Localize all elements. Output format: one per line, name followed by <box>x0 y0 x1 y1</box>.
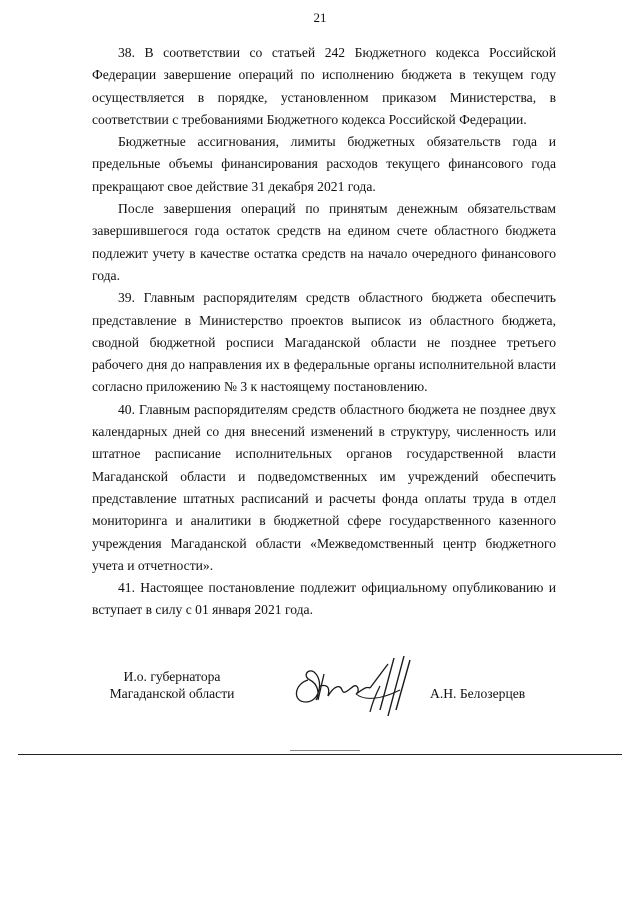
signature-block <box>92 668 556 738</box>
paragraph-38: 38. В соответствии со статьей 242 Бюджетного кодекса Российской Федерации завершение операций по исполнению бюджета в текущем году осуществляется в порядке, установленном приказом Министерства, в соответствии с требованиями Бюджетного кодекса Российской Федерации. <box>92 45 556 127</box>
paragraph-budget-allocations: Бюджетные ассигнования, лимиты бюджетных обязательств года и предельные объемы финансирования расходов текущего финансового года прекращают свое действие 31 декабря 2021 года. <box>92 134 556 194</box>
page-number: 21 <box>313 10 327 25</box>
paragraph-39: 39. Главным распорядителям средств областного бюджета обеспечить представление в Министерство проектов выписок из областного бюджета, сводной бюджетной росписи Магаданской области не позднее третьего рабочего дня до направления их в федеральные органы исполнительной власти согласно приложению № 3 к настоящему постановлению. <box>92 290 556 395</box>
signer-title <box>92 668 252 702</box>
document-body <box>92 42 556 622</box>
paragraph-40: 40. Главным распорядителям средств областного бюджета не позднее двух календарных дней со дня внесений изменений в структуру, численность или штатное расписание исполнительных органов государственной власти Магаданской области и подведомственных им учреждений обеспечить представление штатных расписаний и расчеты фонда оплаты труда в отдел мониторинга и аналитики в бюджетной сфере государственного казенного учреждения Магаданской области «Межведомственный центр бюджетного учета и отчетности». <box>92 401 556 573</box>
signer-name: А.Н. Белозерцев <box>430 686 526 701</box>
footer-divider-light <box>290 750 360 751</box>
signer-title-line1: И.о. губернатора <box>123 669 221 684</box>
handwritten-signature <box>284 650 424 722</box>
paragraph-41: 41. Настоящее постановление подлежит официальному опубликованию и вступает в силу с 01 января 2021 года. <box>92 580 556 618</box>
paragraph-remaining-funds: После завершения операций по принятым денежным обязательствам завершившегося года остаток средств на едином счете областного бюджета подлежит учету в качестве остатка средств на начало очередного финансового года. <box>92 201 556 283</box>
signer-title-line2: Магаданской области <box>109 686 235 701</box>
footer-divider <box>18 754 622 755</box>
